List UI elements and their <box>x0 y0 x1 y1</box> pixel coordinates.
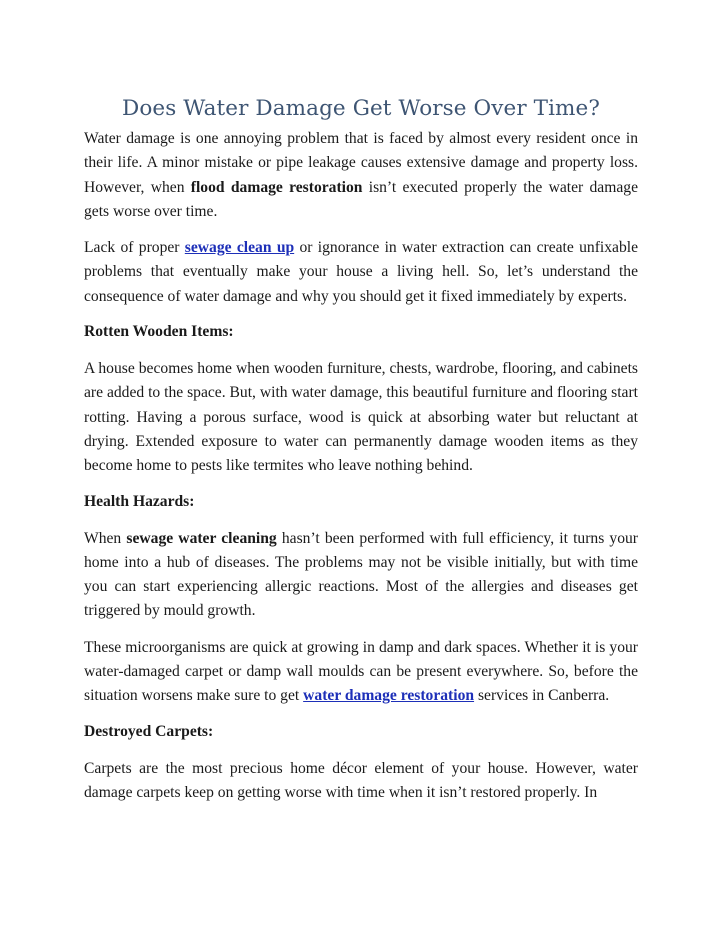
section-heading-destroyed-carpets: Destroyed Carpets: <box>84 722 214 740</box>
text: services in Canberra. <box>474 687 610 705</box>
section-heading-rotten-wooden-items: Rotten Wooden Items: <box>84 323 234 341</box>
bold-phrase: flood damage restoration <box>190 178 363 196</box>
paragraph-3: A house becomes home when wooden furniture, chests, wardrobe, flooring, and cabinets are added to the space. But, with water damage, this beautiful furniture and flooring start rotting. Having a porous surface, wood is quick at absorbing water but reluctant at drying. Extended exposure to water can permanently damage wooden items as they become home to pests like termites who leave nothing behind. <box>84 360 638 475</box>
intro-paragraph <box>84 127 638 224</box>
paragraph-2 <box>84 236 638 309</box>
paragraph-4 <box>84 527 638 624</box>
section-heading-health-hazards: Health Hazards: <box>84 492 195 510</box>
text: These microorganisms are quick at growing in damp and dark spaces. Whether it is your water-damaged carpet or damp wall moulds can be present everywhere. So, before the situation worsens make sure to get <box>84 638 638 705</box>
text: When <box>84 529 127 547</box>
water-damage-restoration-link[interactable]: water damage restoration <box>303 687 475 705</box>
page-title: Does Water Damage Get Worse Over Time? <box>122 96 600 121</box>
bold-phrase: sewage water cleaning <box>126 529 277 547</box>
text: or ignorance in water extraction can create unfixable problems that eventually make your house a living hell. So, let’s understand the consequence of water damage and why you should get it fixed immediately by experts. <box>84 239 638 305</box>
paragraph-5 <box>84 636 638 709</box>
sewage-clean-up-link[interactable]: sewage clean up <box>184 239 295 257</box>
text: Water damage is one annoying problem that is faced by almost every resident once in their life. A minor mistake or pipe leakage causes extensive damage and property loss. However, when <box>84 130 638 196</box>
text: hasn’t been performed with full efficiency, it turns your home into a hub of diseases. The problems may not be visible initially, but with time you can start experiencing allergic reactions. Most of the allergies and diseases get triggered by mould growth. <box>84 529 638 620</box>
text: isn’t executed properly the water damage gets worse over time. <box>84 178 639 220</box>
text: Lack of proper <box>84 239 185 257</box>
paragraph-6: Carpets are the most precious home décor element of your house. However, water damage carpets keep on getting worse with time when it isn’t restored properly. In <box>84 759 638 801</box>
document-page <box>84 96 638 817</box>
